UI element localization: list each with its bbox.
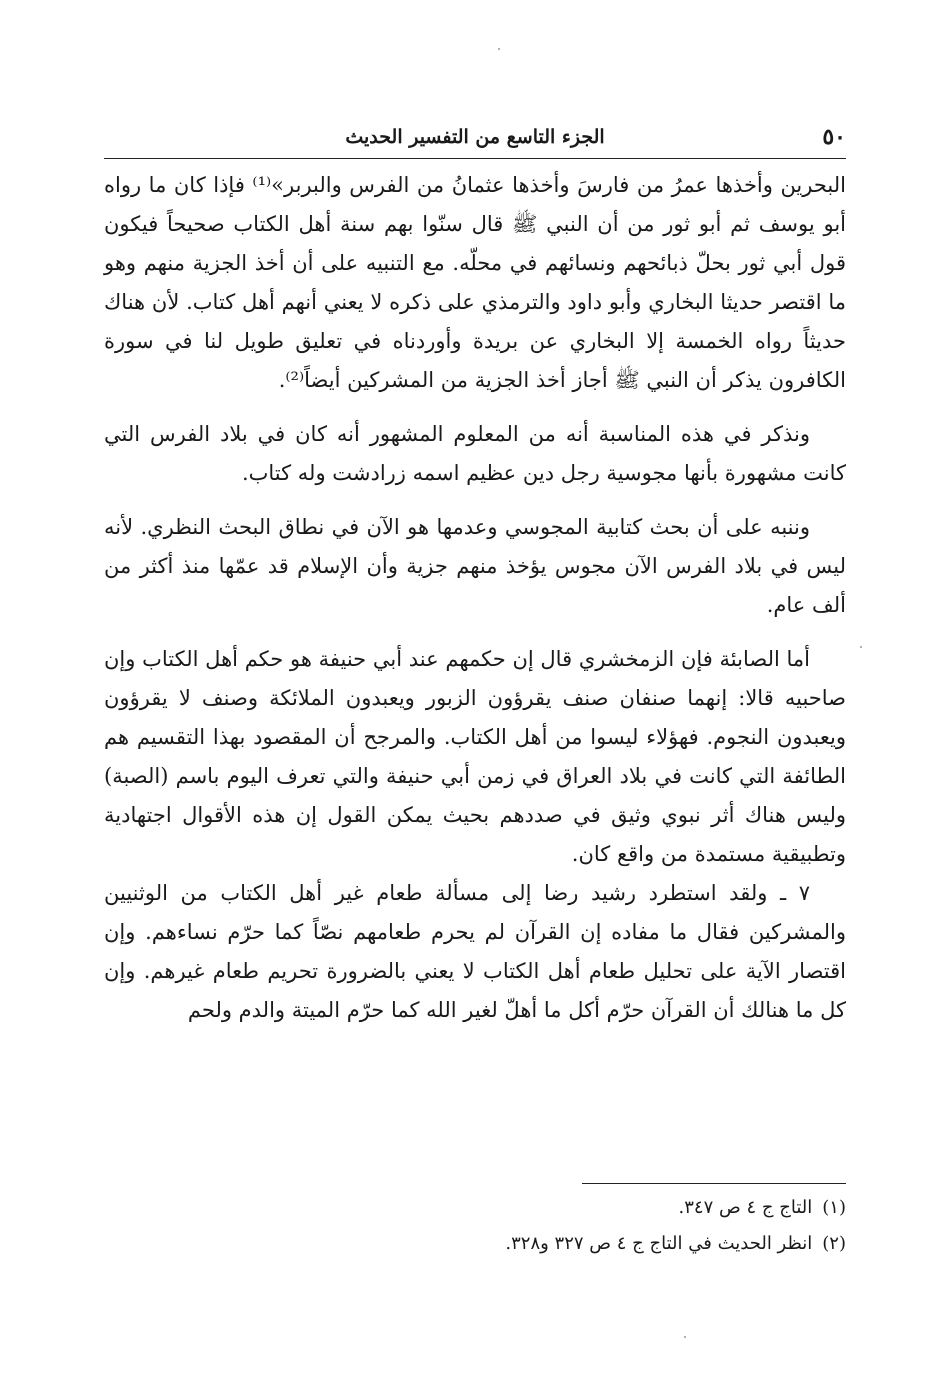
- paragraph: ٧ ـ ولقد استطرد رشيد رضا إلى مسألة طعام غير أهل الكتاب من الوثنيين والمشركين فقال ما مفاده إن القرآن لم يحرم طعامهم نصّاً كما حرّم نساءهم. وإن اقتصار الآية على تحليل طعام أهل الكتاب لا يعني بالضرورة تحريم طعام غيرهم. وإن كل ما هنالك أن القرآن حرّم أكل ما أهلّ لغير الله كما حرّم الميتة والدم ولحم: [104, 881, 846, 1022]
- footnote-rule: [582, 1183, 846, 1184]
- footnote-number: (١): [822, 1197, 846, 1218]
- scan-speck: [684, 1336, 686, 1338]
- footnote-text: التاج ج ٤ ص ٣٤٧.: [678, 1197, 813, 1218]
- footnotes: [104, 1190, 846, 1262]
- paragraph: البحرين وأخذها عمرُ من فارسَ وأخذها عثمانُ من الفرس والبربر»⁽¹⁾ فإذا كان ما رواه أبو يوسف ثم أبو ثور من أن النبي ﷺ قال سنّوا بهم سنة أهل الكتاب صحيحاً فيكون قول أبي ثور بحلّ ذبائحهم ونسائهم في محلّه. مع التنبيه على أن أخذ الجزية منهم وهو ما اقتصر حديثا البخاري وأبو داود والترمذي على ذكره لا يعني أنهم أهل كتاب. لأن هناك حديثاً رواه الخمسة إلا البخاري عن بريدة وأوردناه في تعليق طويل لنا في سورة الكافرون يذكر أن النبي ﷺ أجاز أخذ الجزية من المشركين أيضاً⁽²⁾.: [104, 173, 846, 392]
- running-title: الجزء التاسع من التفسير الحديث: [345, 126, 605, 148]
- footnote-text: انظر الحديث في التاج ج ٤ ص ٣٢٧ و٣٢٨.: [505, 1233, 813, 1254]
- page-number: ٥٠: [822, 124, 846, 150]
- paragraph: وننبه على أن بحث كتابية المجوسي وعدمها هو الآن في نطاق البحث النظري. لأنه ليس في بلاد الفرس الآن مجوس يؤخذ منهم جزية وأن الإسلام قد عمّها منذ أكثر من ألف عام.: [104, 515, 846, 617]
- paragraph: ونذكر في هذه المناسبة أنه من المعلوم المشهور أنه كان في بلاد الفرس التي كانت مشهورة بأنها مجوسية رجل دين عظيم اسمه زرادشت وله كتاب.: [104, 422, 846, 485]
- paragraph: أما الصابئة فإن الزمخشري قال إن حكمهم عند أبي حنيفة هو حكم أهل الكتاب وإن صاحبيه قالا: إنهما صنفان صنف يقرؤون الزبور ويعبدون الملائكة وصنف لا يقرؤون ويعبدون النجوم. فهؤلاء ليسوا من أهل الكتاب. والمرجح أن المقصود بهذا التقسيم هم الطائفة التي كانت في بلاد العراق في زمن أبي حنيفة والتي تعرف اليوم باسم (الصبة) وليس هناك أثر نبوي وثيق في صددهم بحيث يمكن القول إن هذه الأقوال اجتهادية وتطبيقية مستمدة من واقع كان.: [104, 647, 846, 866]
- main-text: [104, 166, 846, 1030]
- scan-speck: [860, 646, 862, 648]
- footnote-number: (٢): [822, 1233, 846, 1254]
- page-header: [104, 122, 846, 156]
- footnote: [104, 1190, 846, 1226]
- footnote: [104, 1226, 846, 1262]
- scan-speck: [498, 48, 500, 50]
- header-rule: [104, 158, 846, 159]
